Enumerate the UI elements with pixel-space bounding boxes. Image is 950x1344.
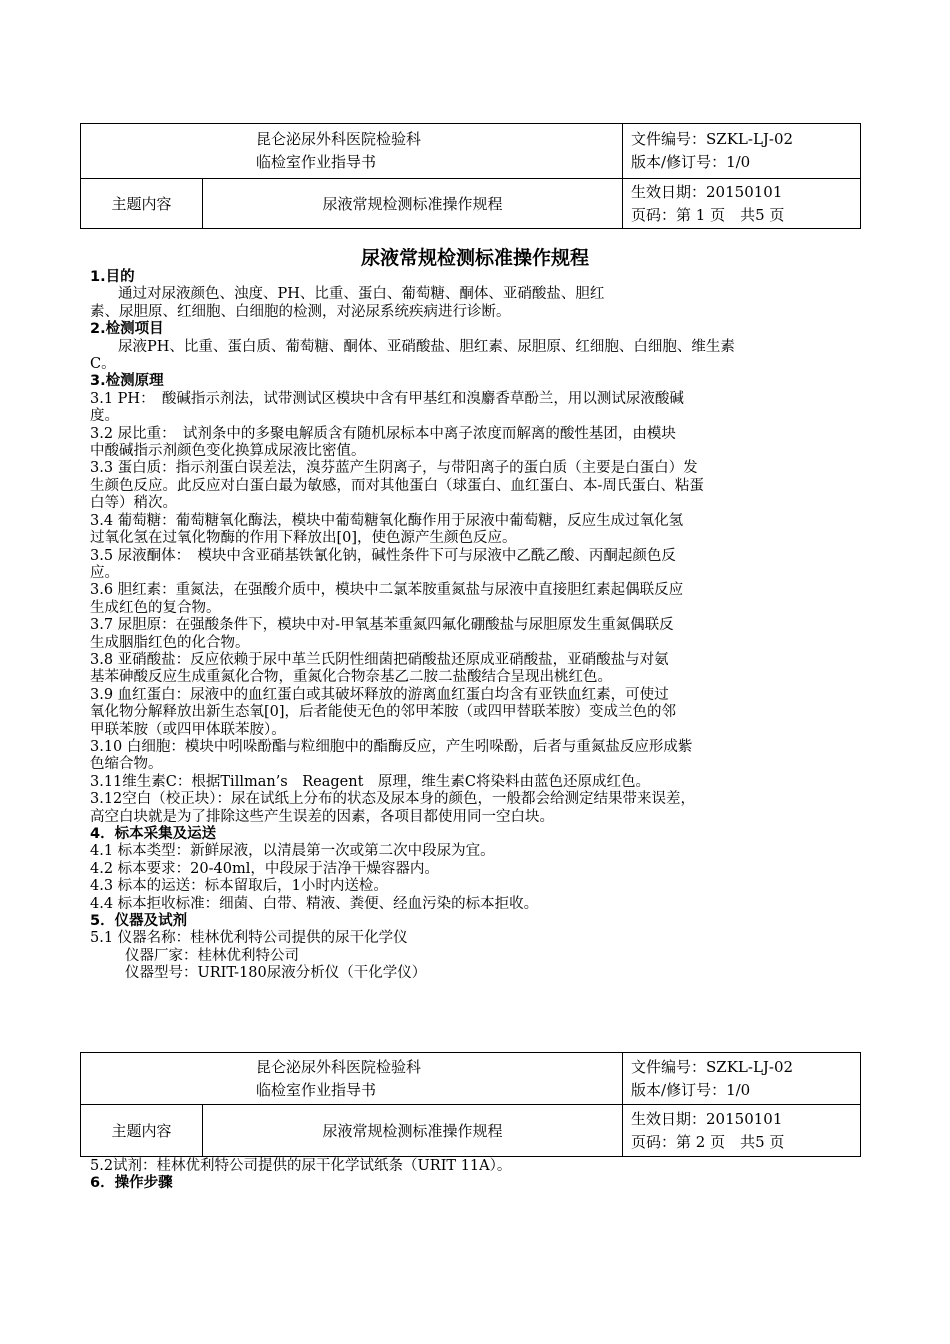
text-line: 3.4 葡萄糖：葡萄糖氧化酶法，模块中葡萄糖氧化酶作用于尿液中葡萄糖，反应生成过氧化氢 xyxy=(90,512,684,529)
header-info-cell xyxy=(623,1053,861,1105)
body-text-page2 xyxy=(90,1158,860,1193)
org-name: 昆仑泌尿外科医院检验科 xyxy=(256,1057,422,1076)
text-line: 3.11维生素C：根据Tillman’s Reagent 原理，维生素C将染料由蓝色还原成红色。 xyxy=(90,773,651,790)
header-info-cell xyxy=(623,124,861,179)
topic-label: 主题内容 xyxy=(81,1105,203,1157)
text-line: 3.12空白（校正块）：尿在试纸上分布的状态及尿本身的颜色，一般都会给测定结果带来误差， xyxy=(90,791,696,808)
text-line: 4.1 标本类型：新鲜尿液，以清晨第一次或第二次中段尿为宜。 xyxy=(90,843,495,860)
body-text-page1 xyxy=(90,269,860,983)
section-heading: 1.目的 xyxy=(90,269,135,285)
text-line: 3.8 亚硝酸盐：反应依赖于尿中革兰氏阴性细菌把硝酸盐还原成亚硝酸盐，亚硝酸盐与对氨 xyxy=(90,651,669,668)
section-heading: 5．仪器及试剂 xyxy=(90,913,188,930)
topic-label: 主题内容 xyxy=(81,179,203,229)
text-line: 素、尿胆原、红细胞、白细胞的检测，对泌尿系统疾病进行诊断。 xyxy=(90,303,511,320)
text-line: 度。 xyxy=(90,408,119,425)
section-heading: 2.检测项目 xyxy=(90,321,164,338)
text-line: 氧化物分解释放出新生态氧[0]，后者能使无色的邻甲苯胺（或四甲替联苯胺）变成兰色的邻 xyxy=(90,704,677,721)
text-line: 4.4 标本拒收标准：细菌、白带、精液、粪便、经血污染的标本拒收。 xyxy=(90,895,539,912)
text-line: 3.2 尿比重： 试剂条中的多聚电解质含有随机尿标本中离子浓度而解离的酸性基团，由模块 xyxy=(90,425,676,442)
text-line: 仪器厂家：桂林优利特公司 xyxy=(125,947,299,964)
text-line: 基苯砷酸反应生成重氮化合物，重氮化合物奈基乙二胺二盐酸结合呈现出桃红色。 xyxy=(90,669,612,686)
doc-type: 临检室作业指导书 xyxy=(256,1080,377,1099)
text-line: 3.3 蛋白质：指示剂蛋白误差法，溴芬蓝产生阴离子，与带阳离子的蛋白质（主要是白蛋白）发 xyxy=(90,460,698,477)
text-line: 高空白块就是为了排除这些产生误差的因素，各项目都使用同一空白块。 xyxy=(90,808,554,825)
text-line: 白等）稍次。 xyxy=(90,495,177,512)
text-line: 3.5 尿液酮体： 模块中含亚硝基铁氰化钠，碱性条件下可与尿液中乙酰乙酸、丙酮起颜色反 xyxy=(90,547,676,564)
file-number: 文件编号：SZKL-LJ-02 xyxy=(631,130,794,148)
text-line: 应。 xyxy=(90,564,119,581)
text-line: 生成胭脂红色的化合物。 xyxy=(90,634,250,651)
text-line: C。 xyxy=(90,356,116,373)
text-line: 生成红色的复合物。 xyxy=(90,599,221,616)
header-table-2 xyxy=(80,1052,861,1157)
header-org-cell xyxy=(81,124,623,179)
effective-date: 生效日期：20150101 xyxy=(631,182,783,201)
text-line: 5.2试剂：桂林优利特公司提供的尿干化学试纸条（URIT 11A）。 xyxy=(90,1158,512,1174)
page-number: 页码：第 2 页 共5 页 xyxy=(631,1132,785,1151)
section-heading: 4．标本采集及运送 xyxy=(90,826,217,842)
section-heading: 6．操作步骤 xyxy=(90,1175,173,1192)
text-line: 过氧化氢在过氧化物酶的作用下释放出[0]，使色源产生颜色反应。 xyxy=(90,530,517,547)
text-line: 3.6 胆红素：重氮法，在强酸介质中，模块中二氯苯胺重氮盐与尿液中直接胆红素起偶联反应 xyxy=(90,582,684,599)
section-heading: 3.检测原理 xyxy=(90,373,164,390)
text-line: 中酸碱指示剂颜色变化换算成尿液比密值。 xyxy=(90,443,366,460)
text-line: 色缩合物。 xyxy=(90,756,163,773)
file-number: 文件编号：SZKL-LJ-02 xyxy=(631,1057,794,1076)
version: 版本/修订号：1/0 xyxy=(631,1080,751,1099)
header-org-cell xyxy=(81,1053,623,1105)
text-line: 4.2 标本要求：20-40ml，中段尿于洁净干燥容器内。 xyxy=(90,860,439,877)
effective-date: 生效日期：20150101 xyxy=(631,1109,783,1128)
sop-name: 尿液常规检测标准操作规程 xyxy=(203,179,623,229)
text-line: 甲联苯胺（或四甲体联苯胺）。 xyxy=(90,721,286,738)
document-title: 尿液常规检测标准操作规程 xyxy=(360,247,589,269)
text-line: 3.7 尿胆原：在强酸条件下，模块中对-甲氧基苯重氮四氟化硼酸盐与尿胆原发生重氮偶联反 xyxy=(90,617,674,634)
header-date-cell xyxy=(623,1105,861,1157)
text-line: 尿液PH、比重、蛋白质、葡萄糖、酮体、亚硝酸盐、胆红素、尿胆原、红细胞、白细胞、维生素 xyxy=(118,338,735,355)
text-line: 生颜色反应。此反应对白蛋白最为敏感，而对其他蛋白（球蛋白、血红蛋白、本-周氏蛋白、粘蛋 xyxy=(90,477,704,494)
text-line: 4.3 标本的运送：标本留取后，1小时内送检。 xyxy=(90,878,388,895)
text-line: 5.1 仪器名称：桂林优利特公司提供的尿干化学仪 xyxy=(90,930,408,947)
text-line: 3.9 血红蛋白：尿液中的血红蛋白或其破坏释放的游离血红蛋白均含有亚铁血红素，可使过 xyxy=(90,686,669,703)
text-line: 3.10 白细胞：模块中吲哚酚酯与粒细胞中的酯酶反应，产生吲哚酚，后者与重氮盐反应形成紫 xyxy=(90,738,693,755)
header-date-cell xyxy=(623,179,861,229)
org-name: 昆仑泌尿外科医院检验科 xyxy=(256,130,422,148)
text-line: 通过对尿液颜色、浊度、PH、比重、蛋白、葡萄糖、酮体、亚硝酸盐、胆红 xyxy=(118,286,605,303)
page-number: 页码：第 1 页 共5 页 xyxy=(631,205,785,224)
header-table-1 xyxy=(80,123,861,229)
text-line: 仪器型号：URIT-180尿液分析仪（干化学仪） xyxy=(125,965,427,982)
version: 版本/修订号：1/0 xyxy=(631,153,751,171)
sop-name: 尿液常规检测标准操作规程 xyxy=(203,1105,623,1157)
doc-type: 临检室作业指导书 xyxy=(256,153,377,171)
text-line: 3.1 PH： 酸碱指示剂法，试带测试区模块中含有甲基红和溴麝香草酚兰，用以测试尿液酸碱 xyxy=(90,390,684,407)
